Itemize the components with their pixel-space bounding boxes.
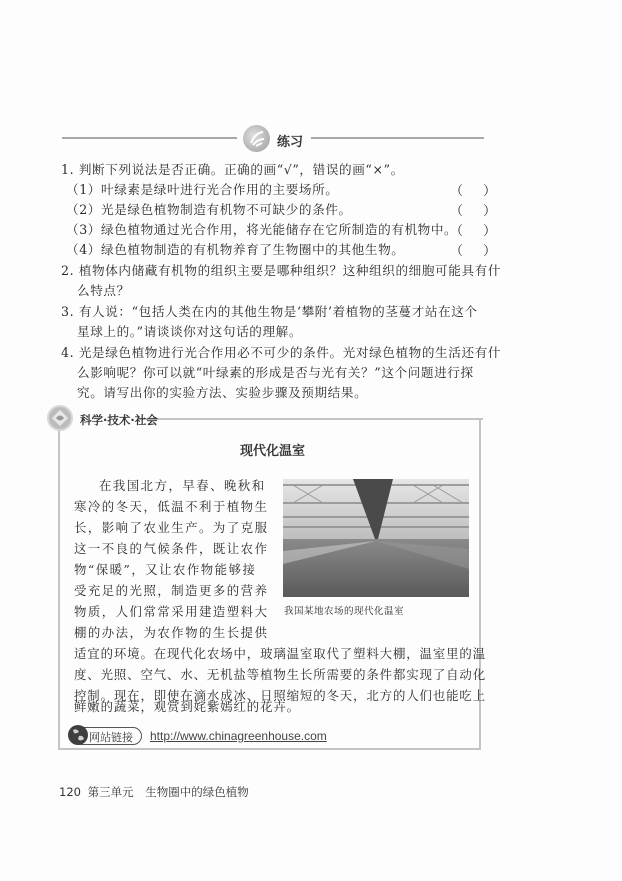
practice-title: 练习 [277, 135, 304, 150]
question-2 [61, 261, 501, 280]
sts-article-title: 现代化温室 [240, 444, 306, 459]
answer-blank[interactable]: （ ） [450, 244, 505, 259]
question-line: 么特点？ [77, 283, 130, 298]
paragraph-line: 物“保暖”，又让农作物能够接 [74, 562, 257, 577]
question-1-item-1: （1）叶绿素是绿叶进行光合作用的主要场所。 [66, 182, 339, 197]
practice-rule-left [62, 137, 237, 139]
globe-icon [68, 725, 88, 745]
question-3 [61, 302, 478, 321]
practice-emblem-icon [243, 125, 270, 152]
paragraph-line: 在我国北方，早春、晚秋和 [99, 478, 266, 493]
page-footer [59, 784, 249, 800]
sts-emblem-icon [47, 405, 73, 431]
page-number: 120 [59, 785, 81, 799]
paragraph-line: 这一不良的气候条件，既让农作 [74, 541, 269, 556]
question-4 [61, 343, 501, 362]
question-1 [61, 160, 404, 179]
paragraph-line: 适宜的环境。在现代化农场中，玻璃温室取代了塑料大棚，温室里的温 [74, 646, 487, 661]
paragraph-line: 受充足的光照，制造更多的营养 [74, 583, 269, 598]
unit-label: 第三单元 [87, 785, 134, 799]
question-line: 星球上的。”请谈谈你对这句话的理解。 [77, 324, 303, 339]
web-link-label: 网站链接 [89, 731, 133, 744]
website-link[interactable]: http://www.chinagreenhouse.com [150, 729, 327, 743]
answer-blank[interactable]: （ ） [450, 224, 505, 239]
answer-blank[interactable]: （ ） [450, 184, 505, 199]
question-line: 植物体内储藏有机物的组织主要是哪种组织？这种组织的细胞可能具有什 [78, 263, 502, 278]
question-1-item-2: （2）光是绿色植物制造有机物不可缺少的条件。 [66, 202, 352, 217]
question-text: 判断下列说法是否正确。正确的画“√”，错误的画“×”。 [78, 162, 404, 177]
practice-rule-right [311, 137, 484, 139]
chapter-title: 生物圈中的绿色植物 [145, 785, 249, 799]
greenhouse-photo [283, 479, 469, 597]
question-1-item-3: （3）绿色植物通过光合作用，将光能储存在它所制造的有机物中。 [66, 222, 458, 237]
question-number: 3. [61, 304, 75, 319]
question-line: 么影响呢？你可以就“叶绿素的形成是否与光有关？”这个问题进行探 [77, 365, 474, 380]
question-line: 光是绿色植物进行光合作用必不可少的条件。光对绿色植物的生活还有什 [78, 345, 502, 360]
paragraph-line: 控制。现在，即使在滴水成冰、日照缩短的冬天，北方的人们也能吃上 [74, 688, 487, 703]
question-line: 有人说：“包括人类在内的其他生物是‘攀附’着植物的茎蔓才站在这个 [78, 304, 478, 319]
paragraph-line: 长，影响了农业生产。为了克服 [74, 520, 269, 535]
question-number: 2. [61, 263, 75, 278]
sts-box-top-border [138, 418, 483, 420]
paragraph-line: 度、光照、空气、水、无机盐等植物生长所需要的条件都实现了自动化 [74, 667, 487, 682]
paragraph-line: 物质，人们常常采用建造塑料大 [74, 604, 269, 619]
question-number: 1. [61, 162, 75, 177]
question-number: 4. [61, 345, 75, 360]
sts-label: 科学·技术·社会 [80, 413, 158, 427]
question-1-item-4: （4）绿色植物制造的有机物养育了生物圈中的其他生物。 [66, 242, 405, 257]
question-line: 究。请写出你的实验方法、实验步骤及预期结果。 [77, 385, 368, 400]
answer-blank[interactable]: （ ） [450, 204, 505, 219]
paragraph-line: 鲜嫩的蔬菜，观赏到姹紫嫣红的花卉。 [74, 699, 300, 714]
photo-caption: 我国某地农场的现代化温室 [284, 606, 405, 617]
paragraph-line: 棚的办法，为农作物的生长提供 [74, 625, 269, 640]
paragraph-line: 寒冷的冬天，低温不利于植物生 [74, 499, 269, 514]
